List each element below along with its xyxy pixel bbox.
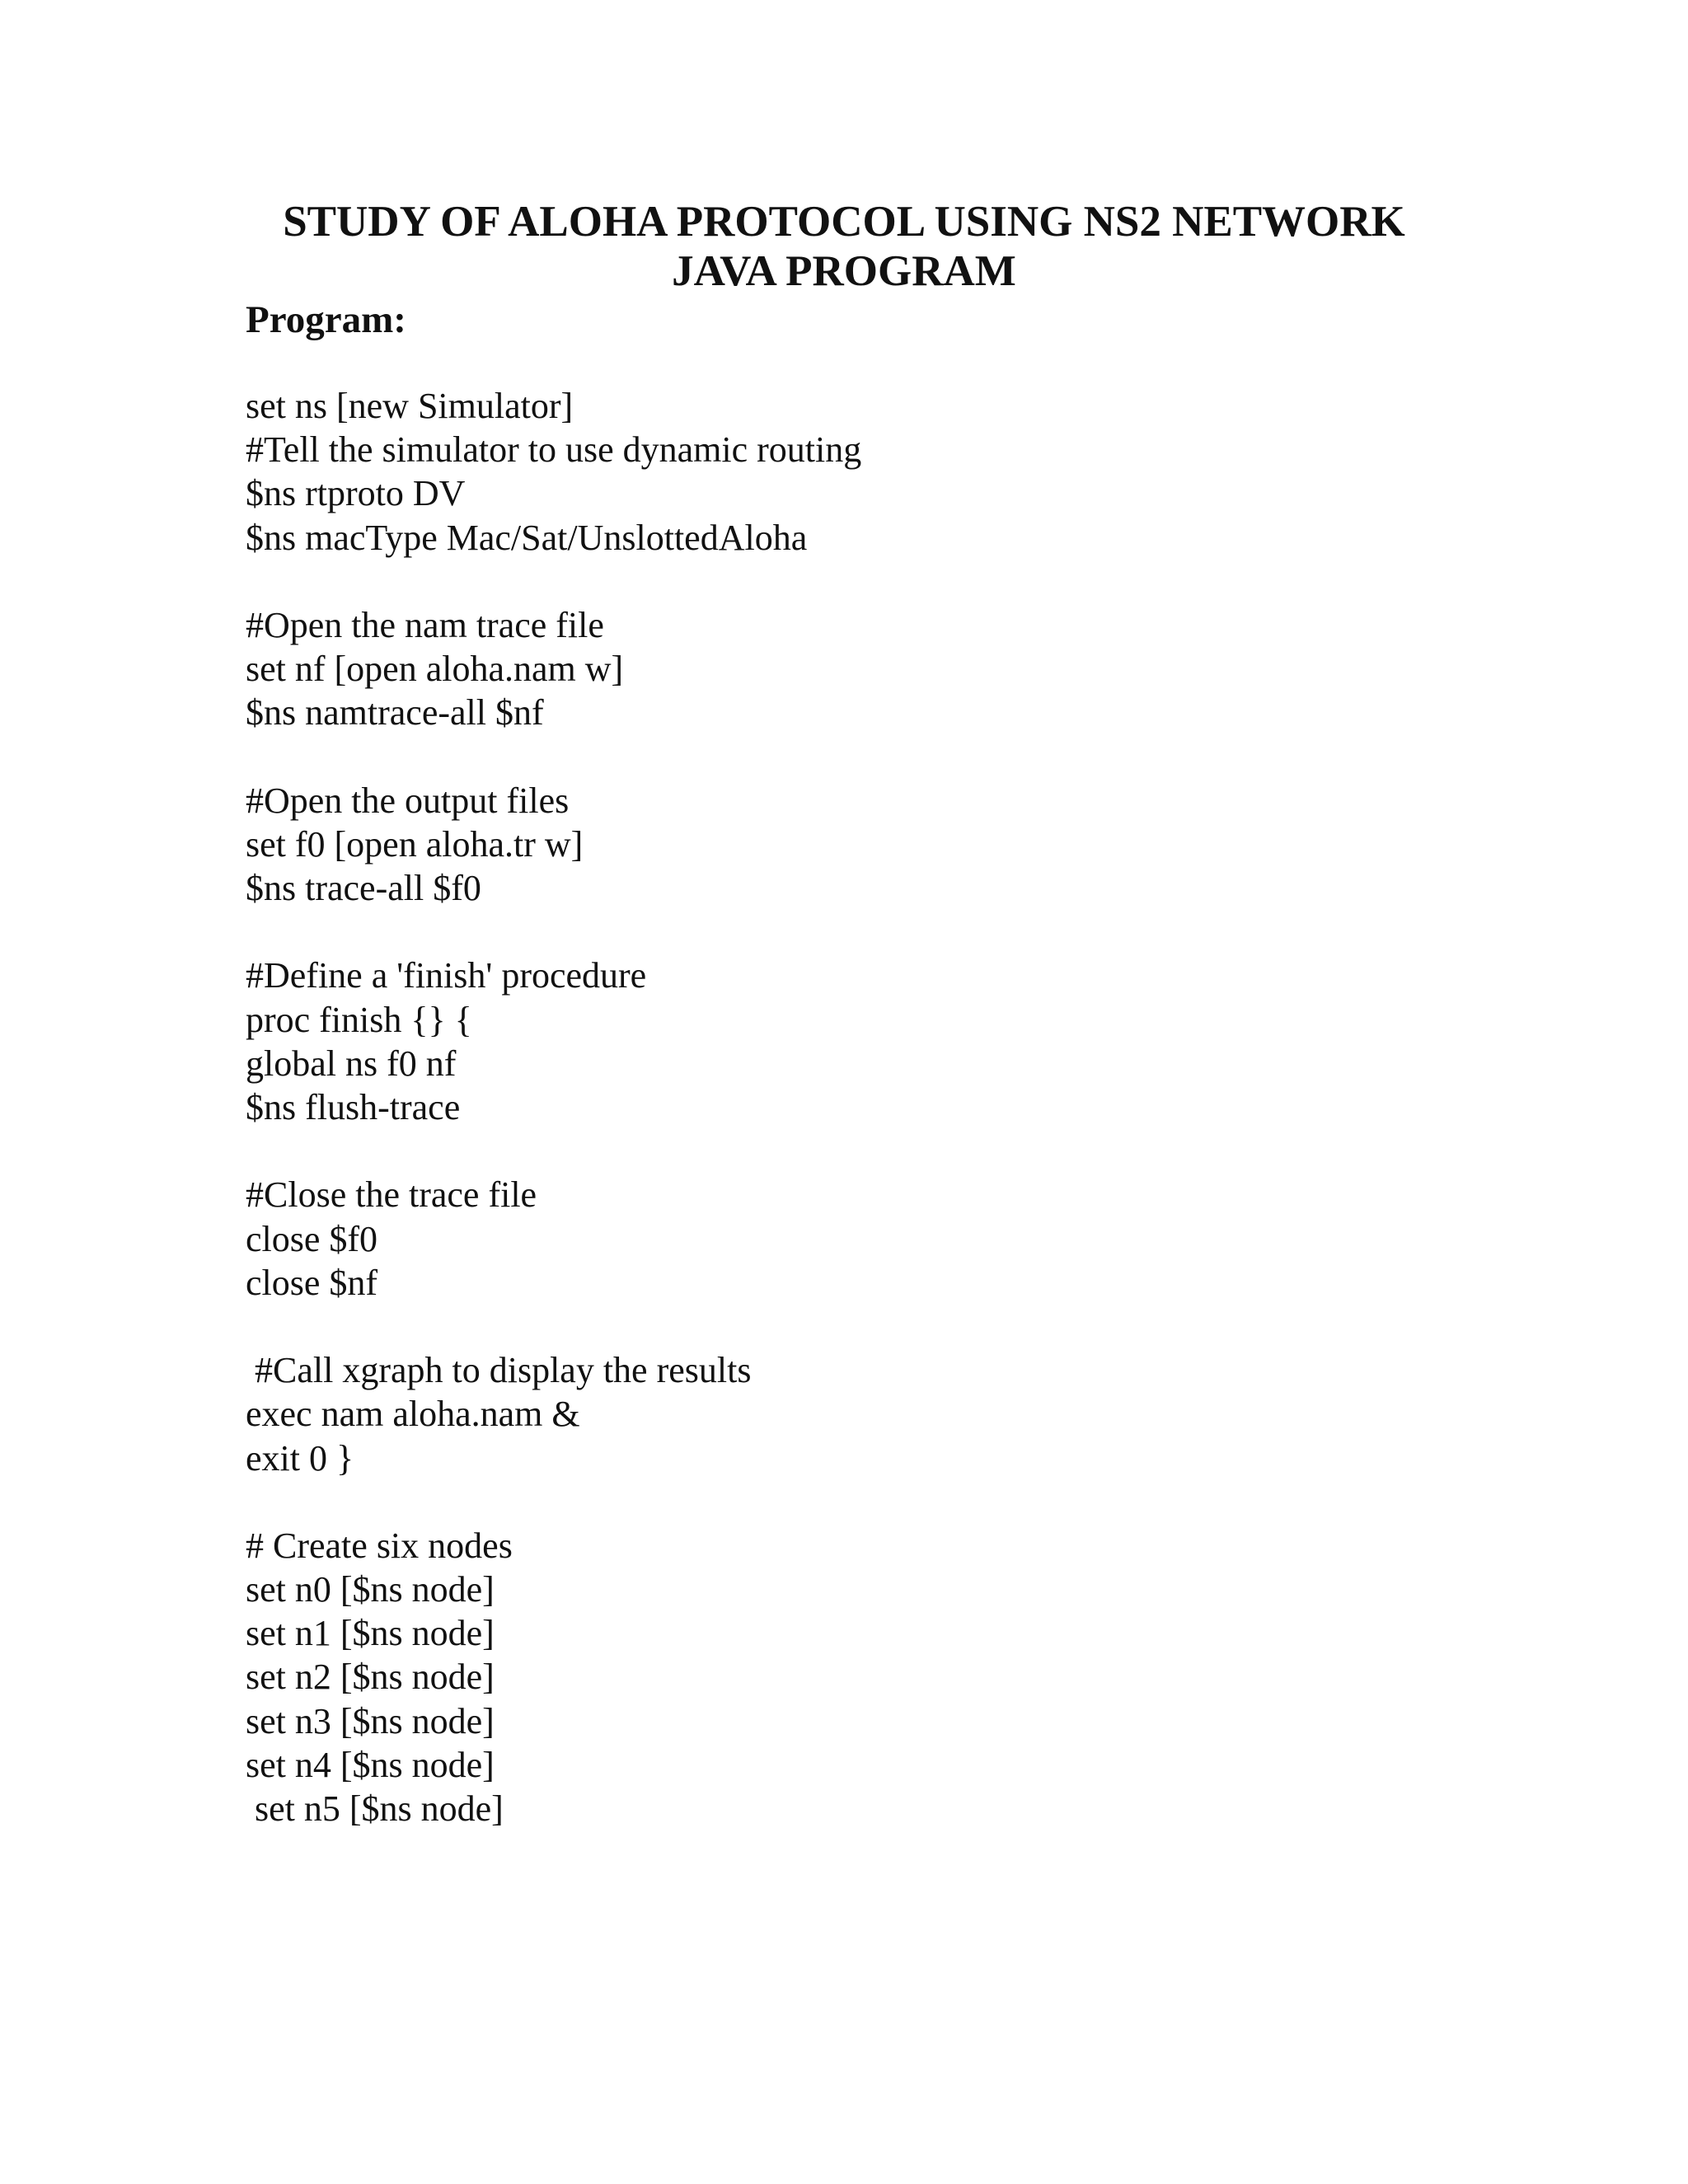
- code-line: set n1 [$ns node]: [246, 1613, 495, 1654]
- code-line: $ns namtrace-all $nf: [246, 692, 544, 733]
- code-line: # Create six nodes: [246, 1525, 513, 1566]
- code-line: set ns [new Simulator]: [246, 386, 574, 426]
- code-line: [246, 1480, 861, 1524]
- code-line: close $f0: [246, 1218, 378, 1259]
- code-line: exit 0 }: [246, 1437, 354, 1479]
- code-line: [246, 1305, 861, 1348]
- code-line: $ns macType Mac/Sat/UnslottedAloha: [246, 517, 808, 558]
- code-line: [246, 560, 861, 603]
- code-line: $ns trace-all $f0: [246, 868, 481, 909]
- code-line: $ns rtproto DV: [246, 473, 466, 514]
- code-line: set f0 [open aloha.tr w]: [246, 823, 584, 865]
- code-line: exec nam aloha.nam &: [246, 1394, 580, 1435]
- code-line: [246, 1129, 861, 1173]
- code-line: set n2 [$ns node]: [246, 1657, 495, 1698]
- code-line: #Close the trace file: [246, 1174, 537, 1216]
- code-line: [246, 910, 861, 954]
- code-line: global ns f0 nf: [246, 1043, 457, 1084]
- code-line: #Call xgraph to display the results: [246, 1350, 752, 1391]
- program-label: Program:: [246, 298, 406, 341]
- code-line: set n3 [$ns node]: [246, 1700, 495, 1741]
- code-line: close $nf: [246, 1262, 378, 1303]
- code-line: set n0 [$ns node]: [246, 1569, 495, 1610]
- code-line: set n4 [$ns node]: [246, 1744, 495, 1785]
- code-line: #Open the nam trace file: [246, 604, 604, 645]
- code-line: #Tell the simulator to use dynamic routing: [246, 429, 862, 471]
- code-line: set nf [open aloha.nam w]: [246, 649, 624, 690]
- document-subtitle: JAVA PROGRAM: [672, 247, 1016, 295]
- code-line: #Open the output files: [246, 780, 570, 821]
- document-title: STUDY OF ALOHA PROTOCOL USING NS2 NETWORK: [283, 198, 1405, 246]
- code-listing: [246, 384, 861, 1830]
- code-line: proc finish {} {: [246, 999, 472, 1040]
- code-line: set n5 [$ns node]: [246, 1788, 504, 1829]
- code-line: $ns flush-trace: [246, 1087, 461, 1127]
- code-line: #Define a 'finish' procedure: [246, 955, 647, 996]
- code-line: [246, 735, 861, 779]
